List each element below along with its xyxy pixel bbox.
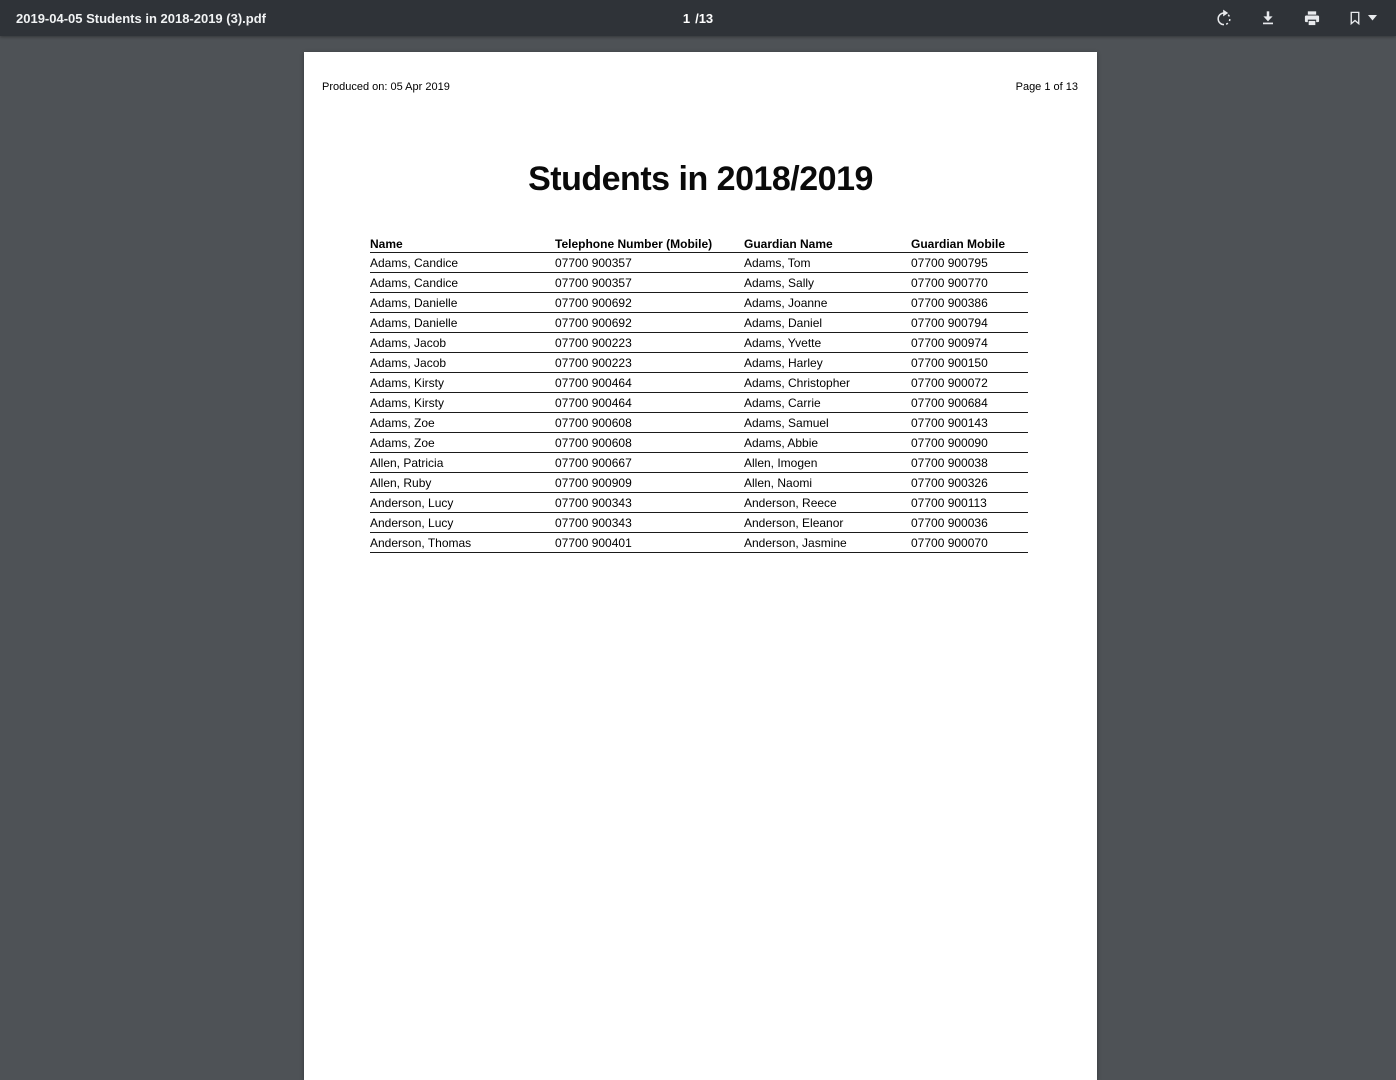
table-row bbox=[370, 433, 1028, 453]
table-cell: 07700 900684 bbox=[911, 396, 988, 410]
table-cell: Adams, Danielle bbox=[370, 296, 458, 310]
table-cell: 07700 900357 bbox=[555, 276, 632, 290]
table-cell: Anderson, Thomas bbox=[370, 536, 472, 550]
table-cell: 07700 900223 bbox=[555, 336, 632, 350]
students-table bbox=[370, 234, 1028, 553]
table-cell: 07700 900667 bbox=[555, 456, 632, 470]
table-cell: Adams, Candice bbox=[370, 276, 459, 290]
table-row bbox=[370, 393, 1028, 413]
table-cell: Adams, Yvette bbox=[744, 336, 822, 350]
table-row bbox=[370, 313, 1028, 333]
table-cell: Anderson, Lucy bbox=[370, 496, 454, 510]
table-cell: 07700 900464 bbox=[555, 396, 632, 410]
table-cell: 07700 900692 bbox=[555, 296, 632, 310]
table-cell: Adams, Danielle bbox=[370, 316, 458, 330]
table-cell: 07700 900464 bbox=[555, 376, 632, 390]
caret-down-icon bbox=[1368, 15, 1377, 21]
bookmark-icon bbox=[1346, 8, 1364, 28]
table-cell: 07700 900223 bbox=[555, 356, 632, 370]
table-cell: 07700 900794 bbox=[911, 316, 988, 330]
table-cell: Adams, Christopher bbox=[744, 376, 851, 390]
table-cell: Adams, Kirsty bbox=[370, 376, 445, 390]
page-meta-row bbox=[322, 81, 1078, 93]
table-row bbox=[370, 533, 1028, 553]
table-cell: Adams, Tom bbox=[744, 256, 811, 270]
table-cell: Allen, Ruby bbox=[370, 476, 432, 490]
table-cell: Adams, Sally bbox=[744, 276, 815, 290]
column-header: Guardian Name bbox=[744, 236, 833, 251]
table-cell: 07700 900974 bbox=[911, 336, 988, 350]
table-cell: 07700 900770 bbox=[911, 276, 988, 290]
table-cell: 07700 900090 bbox=[911, 436, 988, 450]
table-row bbox=[370, 293, 1028, 313]
page-total: /13 bbox=[695, 10, 714, 26]
table-cell: Anderson, Reece bbox=[744, 496, 837, 510]
table-cell: Anderson, Jasmine bbox=[744, 536, 847, 550]
table-row bbox=[370, 493, 1028, 513]
table-cell: 07700 900608 bbox=[555, 436, 632, 450]
table-cell: 07700 900072 bbox=[911, 376, 988, 390]
table-cell: 07700 900150 bbox=[911, 356, 988, 370]
table-header-row bbox=[370, 234, 1028, 253]
table-row bbox=[370, 413, 1028, 433]
table-cell: 07700 900386 bbox=[911, 296, 988, 310]
table-cell: Allen, Patricia bbox=[370, 456, 444, 470]
table-row bbox=[370, 473, 1028, 493]
table-body bbox=[370, 253, 1028, 553]
table-cell: Adams, Carrie bbox=[744, 396, 821, 410]
table-cell: Adams, Abbie bbox=[744, 436, 819, 450]
table-cell: 07700 900795 bbox=[911, 256, 988, 270]
table-cell: Anderson, Eleanor bbox=[744, 516, 844, 530]
table-cell: Adams, Daniel bbox=[744, 316, 823, 330]
table-row bbox=[370, 513, 1028, 533]
table-row bbox=[370, 453, 1028, 473]
rotate-button[interactable] bbox=[1202, 0, 1246, 36]
table-cell: Adams, Samuel bbox=[744, 416, 829, 430]
table-cell: 07700 900401 bbox=[555, 536, 632, 550]
column-header: Guardian Mobile bbox=[911, 236, 1006, 251]
document-filename: 2019-04-05 Students in 2018-2019 (3).pdf bbox=[16, 10, 266, 26]
table-cell: Adams, Harley bbox=[744, 356, 823, 370]
table-cell: Adams, Jacob bbox=[370, 356, 447, 370]
table-cell: 07700 900608 bbox=[555, 416, 632, 430]
produced-on-label: Produced on: 05 Apr 2019 bbox=[322, 81, 450, 93]
table-cell: Adams, Zoe bbox=[370, 436, 435, 450]
table-cell: 07700 900343 bbox=[555, 516, 632, 530]
table-cell: 07700 900343 bbox=[555, 496, 632, 510]
table-cell: 07700 900143 bbox=[911, 416, 988, 430]
table-cell: Allen, Naomi bbox=[744, 476, 813, 490]
print-icon bbox=[1302, 8, 1322, 28]
page-current[interactable]: 1 bbox=[682, 10, 691, 26]
table-cell: Adams, Candice bbox=[370, 256, 459, 270]
table-cell: Anderson, Lucy bbox=[370, 516, 454, 530]
table-cell: 07700 900070 bbox=[911, 536, 988, 550]
table-cell: 07700 900036 bbox=[911, 516, 988, 530]
table-cell: 07700 900909 bbox=[555, 476, 632, 490]
pdf-canvas bbox=[0, 36, 1396, 550]
download-button[interactable] bbox=[1246, 0, 1290, 36]
table-cell: Adams, Kirsty bbox=[370, 396, 445, 410]
column-header: Telephone Number (Mobile) bbox=[555, 236, 713, 251]
page-of-label: Page 1 of 13 bbox=[1015, 81, 1078, 93]
table-cell: Adams, Joanne bbox=[744, 296, 828, 310]
pdf-toolbar bbox=[0, 0, 1396, 36]
table-row bbox=[370, 253, 1028, 273]
table-cell: 07700 900692 bbox=[555, 316, 632, 330]
table-row bbox=[370, 373, 1028, 393]
download-icon bbox=[1258, 8, 1278, 28]
table-cell: Allen, Imogen bbox=[744, 456, 818, 470]
table-cell: 07700 900357 bbox=[555, 256, 632, 270]
table-cell: Adams, Jacob bbox=[370, 336, 447, 350]
print-button[interactable] bbox=[1290, 0, 1334, 36]
bookmark-menu-button[interactable] bbox=[1334, 0, 1388, 36]
table-cell: 07700 900038 bbox=[911, 456, 988, 470]
table-cell: Adams, Zoe bbox=[370, 416, 435, 430]
table-cell: 07700 900326 bbox=[911, 476, 988, 490]
document-title: Students in 2018/2019 bbox=[528, 160, 873, 198]
table-row bbox=[370, 353, 1028, 373]
table-row bbox=[370, 273, 1028, 293]
rotate-icon bbox=[1214, 8, 1234, 28]
column-header: Name bbox=[370, 236, 403, 251]
pdf-page bbox=[304, 52, 1097, 1080]
table-row bbox=[370, 333, 1028, 353]
toolbar-actions bbox=[1202, 0, 1388, 36]
table-cell: 07700 900113 bbox=[911, 496, 987, 510]
page-counter[interactable] bbox=[683, 0, 713, 36]
